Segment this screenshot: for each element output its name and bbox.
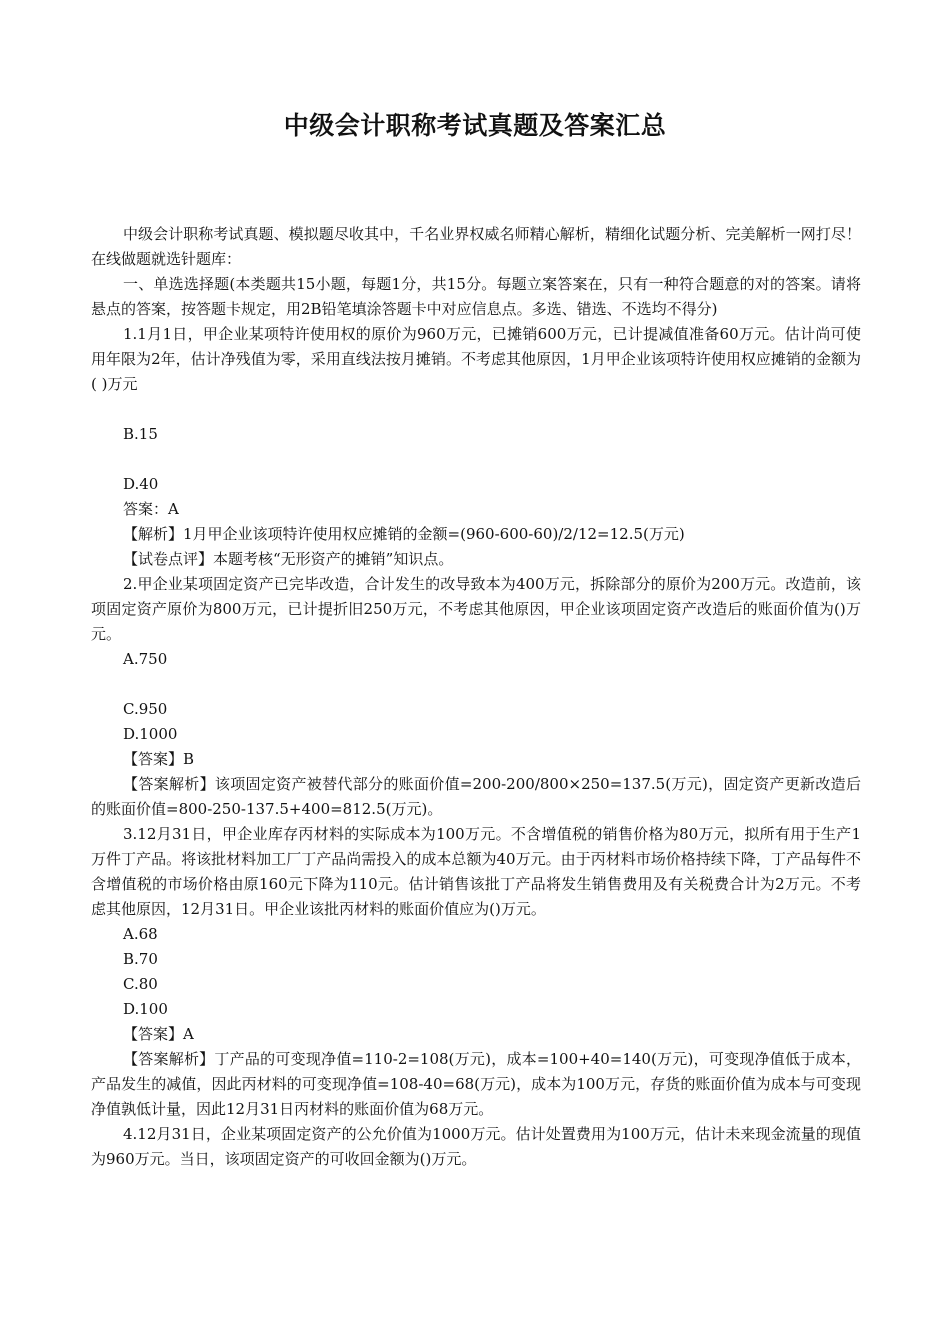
q2-option-d: D.1000 bbox=[123, 725, 178, 743]
question-2: 2.甲企业某项固定资产已完毕改造，合计发生的改导致本为400万元，拆除部分的原价为200万元。改造前，该项固定资产原价为800万元，已计提折旧250万元，不考虑其他原因，甲企业该项固定资产改造后的账面价值为()万元。 bbox=[91, 575, 861, 643]
document-title: 中级会计职称考试真题及答案汇总 bbox=[283, 111, 667, 140]
section-heading-single-choice: 一、单选选择题(本类题共15小题，每题1分，共15分。每题立案答案在，只有一种符合题意的对的答案。请将悬点的答案，按答题卡规定，用2B铅笔填涂答题卡中对应信息点。多选、错选、不选均不得分) bbox=[91, 275, 861, 318]
q1-option-d: D.40 bbox=[123, 475, 159, 493]
q3-analysis: 【答案解析】丁产品的可变现净值=110-2=108(万元)，成本=100+40=140(万元)，可变现净值低于成本，产品发生的减值，因此丙材料的可变现净值=108-40=68(万元)，成本为100万元，存货的账面价值为成本与可变现净值孰低计量，因此12月31日丙材料的账面价值为68万元。 bbox=[91, 1050, 861, 1118]
q2-option-c: C.950 bbox=[123, 700, 168, 718]
q1-comment: 【试卷点评】本题考核“无形资产的摊销”知识点。 bbox=[123, 550, 454, 568]
document-body bbox=[91, 222, 861, 1172]
q3-option-a: A.68 bbox=[123, 925, 158, 943]
intro-paragraph: 中级会计职称考试真题、模拟题尽收其中，千名业界权威名师精心解析，精细化试题分析、完美解析一网打尽！在线做题就选针题库： bbox=[91, 225, 861, 268]
q3-answer: 【答案】A bbox=[123, 1025, 194, 1043]
blank-line bbox=[91, 672, 861, 697]
question-4: 4.12月31日，企业某项固定资产的公允价值为1000万元。估计处置费用为100万元，估计未来现金流量的现值为960万元。当日，该项固定资产的可收回金额为()万元。 bbox=[91, 1125, 861, 1168]
q3-option-b: B.70 bbox=[123, 950, 158, 968]
blank-line bbox=[91, 397, 861, 422]
q2-answer: 【答案】B bbox=[123, 750, 195, 768]
blank-line bbox=[91, 447, 861, 472]
q2-analysis: 【答案解析】该项固定资产被替代部分的账面价值=200-200/800×250=137.5(万元)，固定资产更新改造后的账面价值=800-250-137.5+400=812.5(万元)。 bbox=[91, 775, 861, 818]
q1-answer: 答案：A bbox=[123, 500, 179, 518]
q3-option-d: D.100 bbox=[123, 1000, 168, 1018]
q1-option-b: B.15 bbox=[123, 425, 158, 443]
question-1: 1.1月1日，甲企业某项特许使用权的原价为960万元，已摊销600万元，已计提减值准备60万元。估计尚可使用年限为2年，估计净残值为零，采用直线法按月摊销。不考虑其他原因，1月甲企业该项特许使用权应摊销的金额为( )万元 bbox=[91, 325, 861, 393]
q3-option-c: C.80 bbox=[123, 975, 158, 993]
q1-analysis: 【解析】1月甲企业该项特许使用权应摊销的金额=(960-600-60)/2/12=12.5(万元) bbox=[123, 525, 685, 543]
q2-option-a: A.750 bbox=[123, 650, 168, 668]
question-3: 3.12月31日，甲企业库存丙材料的实际成本为100万元。不含增值税的销售价格为80万元，拟所有用于生产1万件丁产品。将该批材料加工厂丁产品尚需投入的成本总额为40万元。由于丙材料市场价格持续下降，丁产品每件不含增值税的市场价格由原160元下降为110元。估计销售该批丁产品将发生销售费用及有关税费合计为2万元。不考虑其他原因，12月31日。甲企业该批丙材料的账面价值应为()万元。 bbox=[91, 825, 861, 918]
